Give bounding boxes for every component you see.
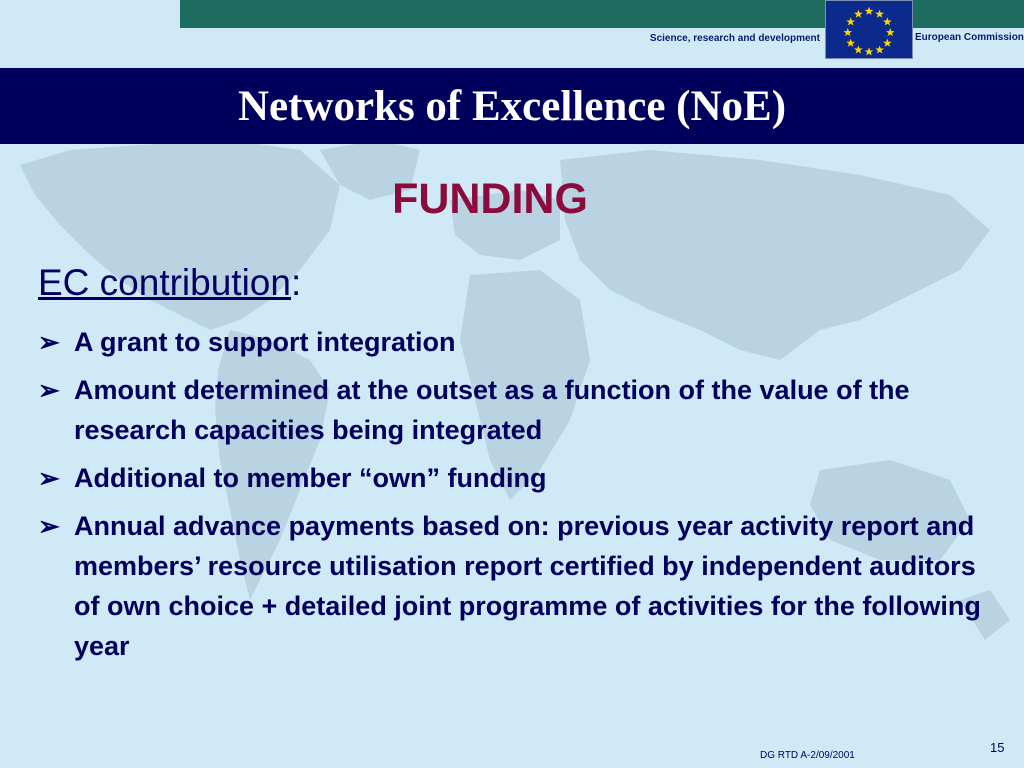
european-commission-label: European Commission — [915, 32, 1024, 43]
star-icon — [865, 7, 874, 15]
bullet-text: Annual advance payments based on: previous year activity report and members’ resource utilisation report certified by independent auditors of own choice + detailed joint programme of activities for the following year — [74, 511, 981, 661]
page-number: 15 — [990, 740, 1005, 755]
bullet-text: A grant to support integration — [74, 327, 456, 357]
star-icon — [875, 45, 884, 53]
eu-flag-icon — [825, 0, 913, 59]
bullet-text: Amount determined at the outset as a function of the value of the research capacities being integrated — [74, 375, 910, 445]
slide-title: Networks of Excellence (NoE) — [237, 83, 787, 130]
star-icon — [865, 47, 874, 55]
footer-reference: DG RTD A-2/09/2001 — [760, 750, 855, 761]
star-icon — [875, 10, 884, 18]
star-icon — [854, 10, 863, 18]
subheading — [38, 262, 301, 304]
bullet-item — [38, 506, 998, 666]
bullet-item — [38, 370, 998, 450]
arrow-right-bullet-icon: ➢ — [38, 463, 60, 493]
header-subtitle: Science, research and development — [649, 33, 820, 44]
subheading-underlined: EC contribution — [38, 262, 291, 303]
arrow-right-bullet-icon: ➢ — [38, 327, 60, 357]
arrow-right-bullet-icon: ➢ — [38, 511, 60, 541]
section-title: FUNDING — [392, 175, 588, 223]
star-icon — [846, 17, 855, 25]
bullet-list — [38, 322, 998, 674]
bullet-item — [38, 458, 998, 498]
star-icon — [883, 17, 892, 25]
star-icon — [854, 45, 863, 53]
subheading-colon: : — [290, 262, 302, 303]
star-icon — [886, 28, 895, 36]
bullet-text: Additional to member “own” funding — [74, 463, 547, 493]
star-icon — [846, 39, 855, 47]
star-icon — [883, 39, 892, 47]
star-icon — [843, 28, 852, 36]
arrow-right-bullet-icon: ➢ — [38, 375, 60, 405]
bullet-item — [38, 322, 998, 362]
